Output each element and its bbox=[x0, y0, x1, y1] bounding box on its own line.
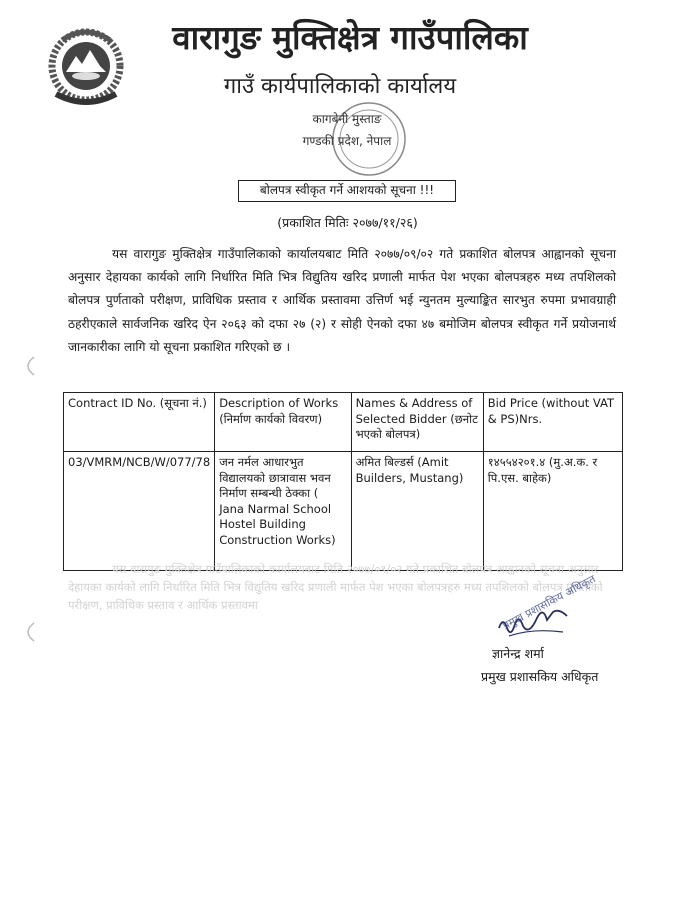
description-cell: जन नर्मल आधारभुत विद्यालयको छात्रावास भवन निर्माण सम्बन्धी ठेक्का ( Jana Narmal School Hostel Building Construction Works) bbox=[215, 452, 351, 571]
published-date: (प्रकाशित मितिः २०७७/११/२६) bbox=[277, 215, 418, 230]
bidder-cell: अमित बिल्डर्स (Amit Builders, Mustang) bbox=[351, 452, 483, 571]
bid-table bbox=[63, 392, 623, 571]
bleed-through-text: यस वारागुङ मुक्तिक्षेत्र गाउँपालिकाको कार्यालयबाट मिति २०७७/०९/०२ गते प्रकाशित बोलपत्र आह्वानको सूचना अनुसार देहायका कार्यको लागि निर्धारित मिति भित्र विद्युतिय खरिद प्रणाली मार्फत पेश भएका बोलपत्रहरु मध्य तपशिलको बोलपत्र पुर्णताको परीक्षण, प्राविधिक प्रस्ताव र आर्थिक प्रस्तावमा bbox=[68, 562, 603, 612]
municipality-name: वारागुङ मुक्तिक्षेत्र गाउँपालिका bbox=[172, 18, 528, 57]
column-header-contract-id: Contract ID No. (सूचना नं.) bbox=[64, 393, 215, 452]
punch-hole-icon bbox=[20, 620, 36, 644]
notice-body: यस वारागुङ मुक्तिक्षेत्र गाउँपालिकाको कार्यालयबाट मिति २०७७/०९/०२ गते प्रकाशित बोलपत्र आह्वानको सूचना अनुसार देहायका कार्यको लागि निर्धारित मिति भित्र विद्युतिय खरिद प्रणाली मार्फत पेश भएका बोलपत्रहरु मध्य तपशिलको बोलपत्र पुर्णताको परीक्षण, प्राविधिक प्रस्ताव र आर्थिक प्रस्तावमा उत्तिर्ण भई न्युनतम मुल्याङ्कित सारभुत रुपमा प्रभावग्राही ठहरीएकाले सार्वजनिक खरिद ऐन २०६३ को दफा २७ (२) र सोही ऐनको दफा ४७ बमोजिम बोलपत्र स्वीकृत गर्ने प्रयोजनार्थ जानकारीका लागि यो सूचना प्रकाशित गरिएको छ । bbox=[68, 247, 616, 354]
signer-title: प्रमुख प्रशासकिय अधिकृत bbox=[481, 669, 599, 684]
notice-title: बोलपत्र स्वीकृत गर्ने आशयको सूचना !!! bbox=[238, 180, 456, 202]
column-header-bidder: Names & Address of Selected Bidder (छनोट भएको बोलपत्र) bbox=[351, 393, 483, 452]
office-name: गाउँ कार्यपालिकाको कार्यालय bbox=[223, 74, 457, 99]
contract-id-cell: 03/VMRM/NCB/W/077/78 bbox=[64, 452, 215, 571]
signer-name: ज्ञानेन्द्र शर्मा bbox=[492, 646, 544, 661]
table-header-row bbox=[64, 393, 623, 452]
office-location-line-2: गण्डकी प्रदेश, नेपाल bbox=[302, 134, 392, 148]
signature-stamp: प्रमुख प्रशासकिय अधिकृत bbox=[500, 572, 598, 633]
table-row bbox=[64, 452, 623, 571]
nepal-emblem-icon bbox=[42, 20, 130, 108]
column-header-price: Bid Price (without VAT & PS)Nrs. bbox=[483, 393, 622, 452]
column-header-description: Description of Works (निर्माण कार्यको विवरण) bbox=[215, 393, 351, 452]
punch-hole-icon bbox=[20, 354, 36, 378]
price-cell: १४५५४२०१.४ (मु.अ.क. र पि.एस. बाहेक) bbox=[483, 452, 622, 571]
office-location-line-1: कागबेनी मुस्ताङ bbox=[312, 112, 382, 126]
